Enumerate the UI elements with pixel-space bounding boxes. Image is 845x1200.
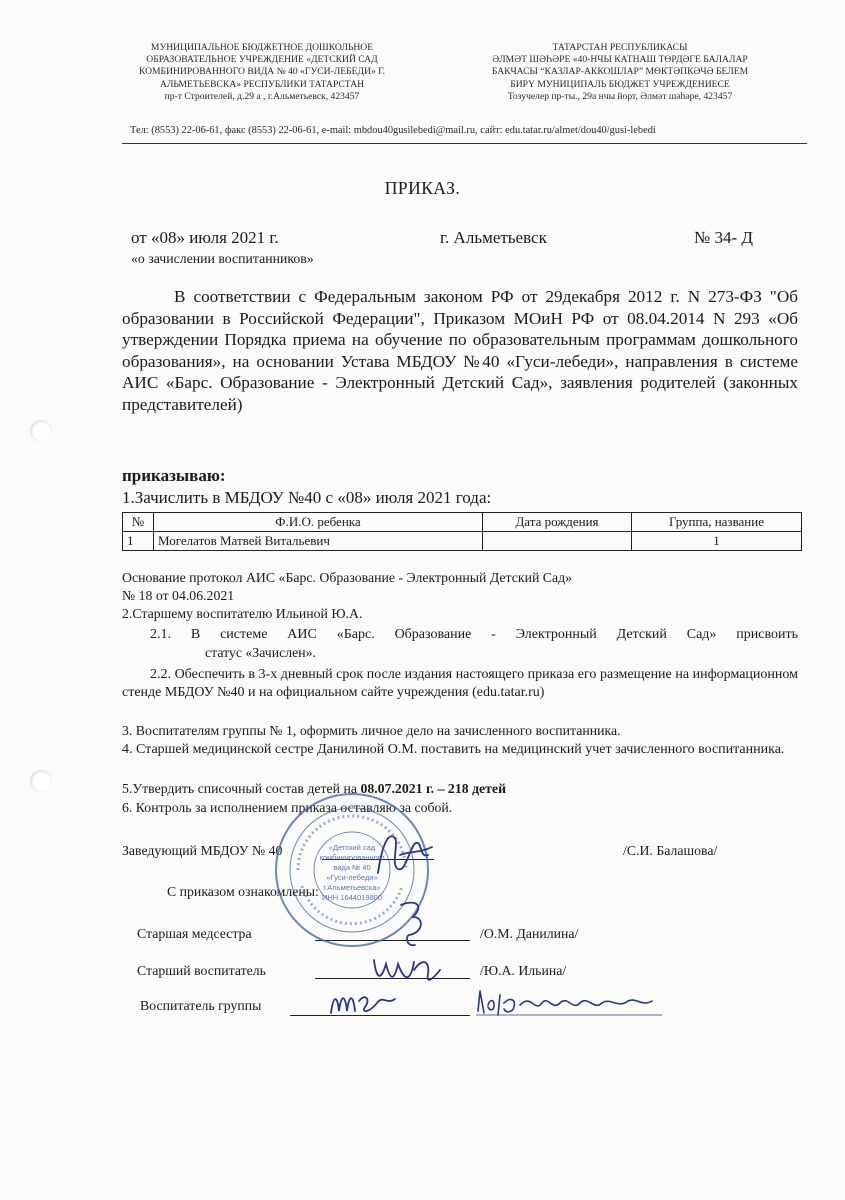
org-header-line: ӘЛМӘТ ШӘҺӘРЕ «40-НЧЫ КАТНАШ ТӨРДӘГЕ БАЛАЛАР <box>492 54 748 66</box>
head-signature <box>370 825 440 885</box>
signer-role: Старшая медсестра <box>137 926 252 941</box>
item-5-text: 5.Утвердить списочный состав детей на <box>122 781 361 796</box>
order-date: от «08» июля 2021 г. <box>131 228 279 247</box>
org-header-line: КОМБИНИРОВАННОГО ВИДА № 40 «ГУСИ-ЛЕБЕДИ» Г. <box>138 66 386 78</box>
org-header-line: ОБРАЗОВАТЕЛЬНОЕ УЧРЕЖДЕНИЕ «ДЕТСКИЙ САД <box>146 54 378 66</box>
order-number: № 34- Д <box>694 228 753 247</box>
org-header-line: МУНИЦИПАЛЬНОЕ БЮДЖЕТНОЕ ДОШКОЛЬНОЕ <box>150 42 374 53</box>
stamp-text: г.Альметьевска» <box>323 883 381 892</box>
table-cell: 1 <box>123 532 154 551</box>
table-cell: 1 <box>632 532 802 551</box>
stamp-text: вида № 40 <box>333 863 371 872</box>
org-header-line: БАКЧАСЫ “КАЗЛАР-АККОШЛАР” МӨКТӘПКӘЧӘ БЕЛЕМ <box>491 66 749 78</box>
table-header-cell: Дата рождения <box>483 513 632 532</box>
handwritten-name-signature <box>472 985 672 1025</box>
table-header-row <box>123 513 802 532</box>
table-cell <box>483 532 632 551</box>
group-teacher-signature <box>325 985 405 1025</box>
head-name: /С.И. Балашова/ <box>623 843 718 858</box>
punch-hole <box>30 420 52 442</box>
org-address: Тозучелер пр-ты., 29а нчы йорт, Әлмәт шәһәре, 423457 <box>507 90 733 102</box>
header-divider <box>122 143 807 144</box>
order-city: г. Альметьевск <box>440 228 547 247</box>
org-header-line: БИРҮ МУНИЦИПАЛЬ БЮДЖЕТ УЧРЕЖДЕНИЕСЕ <box>510 78 730 90</box>
document-title: ПРИКАЗ. <box>384 178 461 198</box>
table-cell: Могелатов Матвей Витальевич <box>154 532 483 551</box>
signer-name: /Ю.А. Ильина/ <box>480 963 567 978</box>
signer-role: Воспитатель группы <box>140 998 262 1013</box>
item-4: 4. Старшей медицинской сестре Данилиной О.М. поставить на медицинский учет зачисленного воспитанника. <box>122 742 785 757</box>
item-6: 6. Контроль за исполнением приказа оставляю за собой. <box>122 800 453 815</box>
item-3: 3. Воспитателям группы № 1, оформить личное дело на зачисленного воспитанника. <box>122 723 621 738</box>
signer-role: Старший воспитатель <box>137 963 266 978</box>
acquainted-label: С приказом ознакомлены: <box>167 884 319 899</box>
preamble-paragraph: В соответствии с Федеральным законом РФ от 29декабря 2012 г. N 273-ФЗ "Об образовании в Российской Федерации", Приказом МОиН РФ от 08.04.2014 N 293 «Об утверждении Порядка приема на обучение по образовательным программам дошкольного образования», на основании Устава МБДОУ №40 «Гуси-лебеди», направления в системе АИС «Барс. Образование - Электронный Детский Сад», заявления родителей (законных представителей) <box>122 287 798 414</box>
contacts-line: Тел: (8553) 22-06-61, факс (8553) 22-06-61, e-mail: mbdou40gusilebedi@mail.ru, сайт: edu.tatar.ru/almet/dou40/gusi-lebedi <box>130 125 656 136</box>
org-header-tatar <box>470 42 770 103</box>
item-1: 1.Зачислить в МБДОУ №40 с «08» июля 2021 года: <box>122 488 492 507</box>
table-header-cell: Ф.И.О. ребенка <box>154 513 483 532</box>
medsister-signature <box>395 895 435 955</box>
order-subject: «о зачислении воспитанников» <box>131 251 314 266</box>
order-word: приказываю: <box>122 466 226 485</box>
org-header-line: ТАТАРСТАН РЕСПУБЛИКАСЫ <box>552 42 688 53</box>
stamp-text: комбинированного <box>319 853 385 862</box>
stamp-text: «Гуси-лебеди» <box>326 873 378 882</box>
basis-line: № 18 от 04.06.2021 <box>122 588 235 603</box>
item-5-count: 08.07.2021 г. – 218 детей <box>360 781 507 796</box>
org-header-line: АЛЬМЕТЬЕВСКА» РЕСПУБЛИКИ ТАТАРСТАН <box>159 78 365 90</box>
signer-name: /О.М. Данилина/ <box>480 926 579 941</box>
table-row <box>123 532 802 551</box>
table-header-cell: Группа, название <box>632 513 802 532</box>
org-header-russian <box>112 42 412 103</box>
basis-line: Основание протокол АИС «Барс. Образование - Электронный Детский Сад» <box>122 570 573 585</box>
head-title: Заведующий МБДОУ № 40 <box>122 843 283 858</box>
stamp-text: «Детский сад <box>328 843 376 852</box>
org-address: пр-т Строителей, д.29 а , г.Альметьевск, 423457 <box>164 90 360 102</box>
punch-hole <box>30 770 52 792</box>
item-2: 2.Старшему воспитателю Ильиной Ю.А. <box>122 606 363 621</box>
item-2-2: 2.2. Обеспечить в 3-х дневный срок после издания настоящего приказа его размещение на информационном стенде МБДОУ №40 и на официальном сайте учреждения (edu.tatar.ru) <box>122 667 798 700</box>
item-2-1-cont: статус «Зачислен». <box>205 645 316 660</box>
stamp-text: ИНН 1644019800 <box>321 893 383 902</box>
item-2-1: 2.1. В системе АИС «Барс. Образование - Электронный Детский Сад» присвоить <box>150 627 798 642</box>
enrollment-table <box>122 512 802 551</box>
table-header-cell: № <box>123 513 154 532</box>
